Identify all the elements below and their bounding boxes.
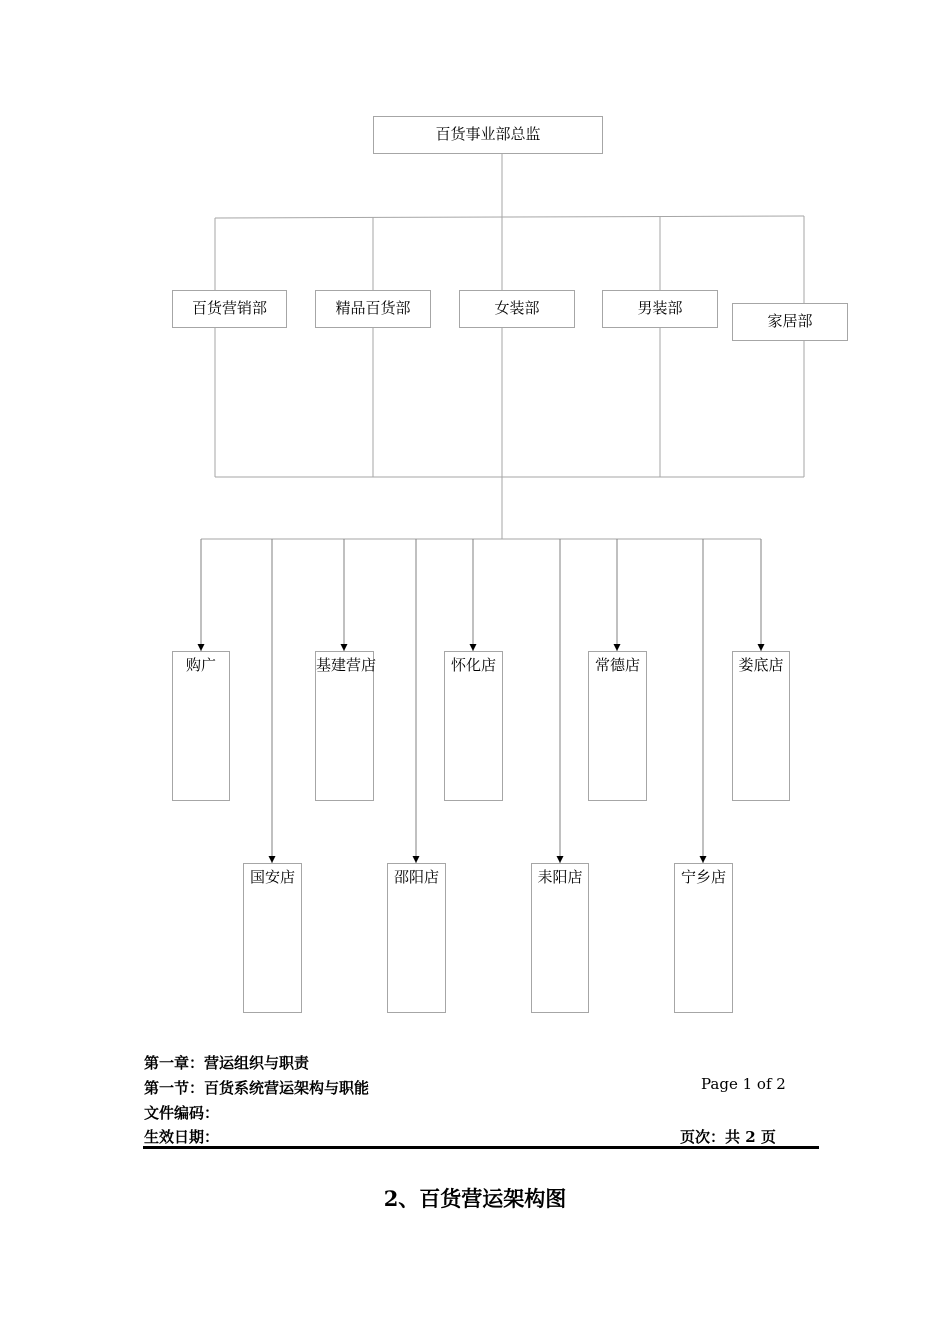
store-box: [243, 863, 302, 1013]
page-heading: 2、百货营运架构图: [383, 1186, 567, 1211]
page-indicator: Page 1 of 2: [701, 1075, 786, 1093]
store-label: 怀化店: [450, 656, 496, 674]
page-count: 页次：共 2 页: [680, 1128, 776, 1146]
chapter-title: 第一章：营运组织与职责: [144, 1054, 310, 1072]
department-box: [315, 290, 431, 328]
store-box: [588, 651, 647, 801]
store-label: 娄底店: [738, 656, 784, 674]
store-box: [531, 863, 589, 1013]
section-title-line: 第一节：百货系统营运架构与职能: [144, 1079, 370, 1097]
director-label: 百货事业部总监: [435, 125, 541, 143]
store-box: [315, 651, 377, 801]
store-box: [674, 863, 733, 1013]
effective-date-label: 生效日期：: [144, 1128, 220, 1146]
store-label: 购广: [185, 656, 216, 674]
department-box: [172, 290, 287, 328]
department-box: [602, 290, 718, 328]
store-label: 宁乡店: [680, 868, 726, 886]
store-box: [172, 651, 230, 801]
store-label: 常德店: [594, 656, 640, 674]
department-box: [732, 303, 848, 341]
store-box: [387, 863, 446, 1013]
department-label: 精品百货部: [335, 299, 411, 317]
store-box: [444, 651, 503, 801]
header-rule: [143, 1146, 819, 1149]
department-label: 女装部: [494, 299, 540, 317]
store-box: [732, 651, 790, 801]
store-label: 耒阳店: [537, 868, 583, 886]
store-label: 国安店: [249, 868, 295, 886]
department-label: 家居部: [767, 312, 813, 330]
department-box: [459, 290, 575, 328]
department-label: 男装部: [637, 299, 683, 317]
director-box: [373, 116, 603, 154]
store-label: 邵阳店: [393, 868, 439, 886]
store-label: 基建营店: [316, 656, 377, 674]
doc-code-label: 文件编码：: [144, 1104, 220, 1122]
department-label: 百货营销部: [191, 299, 267, 317]
